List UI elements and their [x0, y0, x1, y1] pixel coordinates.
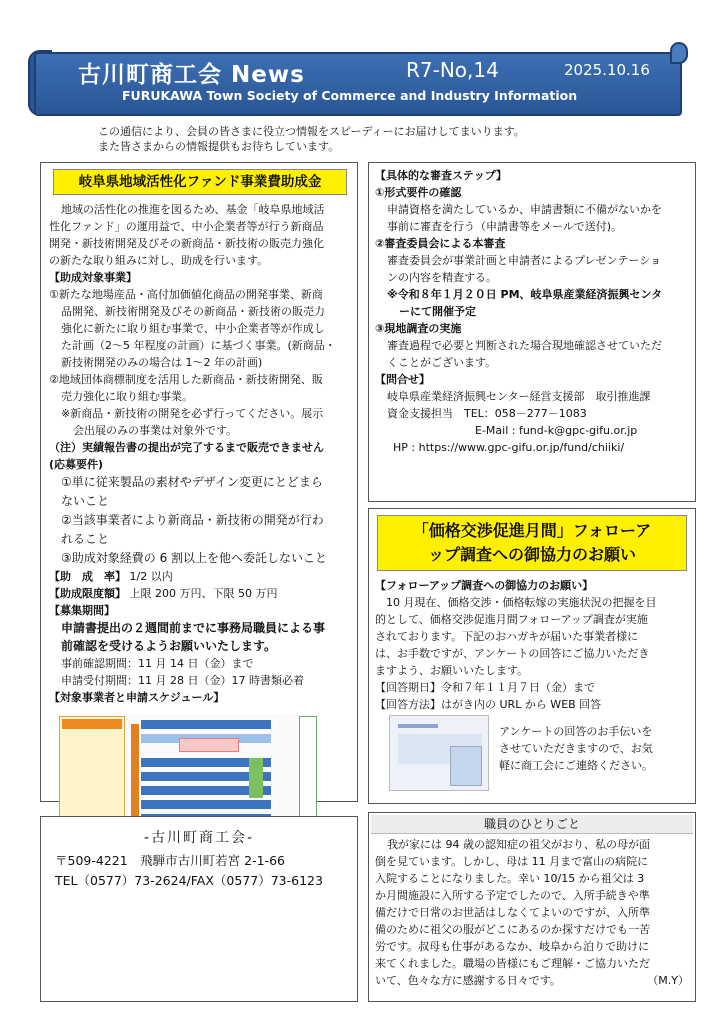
review-step3-heading: ③現地調査の実施: [375, 322, 462, 335]
followup-body: [375, 594, 689, 679]
fund-intro-line: 地域の活性化の推進を図るため、基金「岐阜県地域活: [61, 203, 325, 216]
fund-target-line: 売力強化に取り組む事業。: [61, 390, 193, 403]
staff-essay-line: いて、色々な方に感謝する日々です。: [375, 974, 561, 987]
staff-essay-line: 倒を見ています。しかし、母は 11 月まで富山の病院に: [375, 855, 649, 868]
banner-subtitle: FURUKAWA Town Society of Commerce and Industry Information: [122, 88, 578, 103]
fund-pre-check-period: 事前確認期間：11 月 14 日（金）まで: [61, 657, 254, 670]
fund-req-line: れること: [61, 532, 110, 546]
fund-intro: [49, 201, 351, 269]
banner-date: 2025.10.16: [564, 61, 650, 79]
intro-text: [98, 124, 525, 154]
fund-target-line: 品開発、新技術開発及びその新商品・新技術の販売力: [61, 305, 325, 318]
followup-body-line: 10 月現在、価格交渉・価格転嫁の実施状況の把握を目: [375, 596, 657, 609]
review-step2-heading: ②審査委員会による本審査: [375, 237, 506, 250]
fund-note-line: ※新商品・新技術の開発を必ず行ってください。展示: [61, 407, 324, 420]
staff-essay-signature: （M.Y）: [647, 974, 689, 987]
fund-target-line: ①新たな地場産品・高付加価値化商品の開発事業、新商: [49, 288, 323, 301]
staff-essay-line: 備だけで日常のお世話はしなくてよいのですが、入所準: [375, 906, 650, 919]
organization-phone-fax: TEL（0577）73-2624/FAX（0577）73-6123: [55, 873, 323, 888]
review-step2-note: ※令和８年１月２０日 PM、岐阜県産業経済振興センタ: [387, 288, 663, 301]
followup-help-line: アンケートの回答のお手伝いを: [499, 725, 653, 738]
review-step1-line: 申請資格を満たしているか、申請書類に不備がないかを: [387, 203, 662, 216]
staff-essay-line: 労です。叔母も仕事があるなか、岐阜から泊りで助けに: [375, 940, 650, 953]
review-steps: [368, 162, 696, 502]
contact-email: E-Mail : fund-k@gpc-gifu.or.jp: [475, 424, 638, 437]
staff-essay-line: か月間施設に入所する予定でしたので、入所手続きや準: [375, 889, 650, 902]
banner-title: 古川町商工会 News: [78, 62, 305, 88]
intro-line: また皆さまからの情報提供もお待ちしています。: [98, 140, 340, 153]
staff-essay: [368, 812, 696, 1002]
fund-accept-period: 申請受付期間：11 月 28 日（金）17 時書類必着: [61, 674, 304, 687]
organization-name: -古川町商工会-: [143, 830, 255, 846]
review-step2-line: 審査委員会が事業計画と申請者によるプレゼンテーショ: [387, 254, 662, 267]
fund-intro-line: 開発・新技術開発及びその新商品・新技術の販売力強化: [49, 237, 324, 250]
followup-body-line: されております。下記のおハガキが届いた事業者様に: [375, 630, 639, 643]
followup-body-line: は、お手数ですが、アンケートの回答にご協力いただき: [375, 647, 650, 660]
fund-period-note: [49, 619, 351, 655]
followup-body-line: ますよう、お願いいたします。: [375, 664, 529, 677]
fund-requirements-list: [49, 473, 351, 568]
organization-contact: [40, 816, 358, 1002]
review-step3-line: くことがございます。: [387, 356, 497, 369]
newsletter-banner: [34, 48, 688, 118]
banner-issue-number: R7-No,14: [406, 58, 499, 82]
fund-target-line: 強化に新たに取り組む事業で、中小企業者等が作成し: [61, 322, 325, 335]
review-heading: 【具体的な審査ステップ】: [375, 169, 507, 182]
followup-body-line: 的として、価格交渉促進月間フォローアップ調査が実施: [375, 613, 648, 626]
review-step1-heading: ①形式要件の確認: [375, 186, 462, 199]
fund-intro-line: の新たな取り組みに対し、助成を行います。: [49, 254, 269, 267]
staff-essay-heading: 職員のひとりごと: [371, 815, 693, 834]
followup-title: [377, 515, 687, 571]
followup-title-line: ップ調査への御協力のお願い: [427, 545, 636, 564]
staff-essay-line: 備のために祖父の服がどこにあるのか探すだけでも一苦: [375, 923, 650, 936]
review-step1-line: 事前に審査を行う（申請書等をメールで送付)。: [387, 220, 623, 233]
fund-limit: [49, 585, 351, 602]
fund-rate: [49, 568, 351, 585]
contact-line: 資金支援担当 TEL：058－277－1083: [387, 407, 587, 420]
followup-deadline: 【回答期日】令和７年１１月７日（金）まで: [375, 681, 595, 694]
contact-line: 岐阜県産業経済振興センター経営支援部 取引推進課: [387, 390, 651, 403]
fund-article: [40, 162, 358, 802]
followup-title-line: 「価格交渉促進月間」フォローア: [412, 521, 652, 540]
staff-essay-line: 来てくれました。職場の皆様にもご理解・ご協力いただ: [375, 957, 650, 970]
review-step2-line: ンの内容を精査する。: [387, 271, 497, 284]
fund-period-heading: 【募集期間】: [49, 604, 115, 617]
fund-req-line: ③助成対象経費の 6 割以上を他へ委託しないこと: [61, 551, 328, 565]
staff-essay-line: 入院することになりました。幸い 10/15 から祖父は 3: [375, 872, 645, 885]
staff-essay-last-line: [375, 972, 689, 989]
fund-target-heading: 【助成対象事業】: [49, 271, 137, 284]
followup-help-note: [499, 723, 689, 774]
diagram-review-committee: [179, 738, 239, 752]
fund-req-line: ②当該事業者により新商品・新技術の開発が行わ: [61, 513, 324, 527]
fund-limit-label: 【助成限度額】: [49, 587, 126, 600]
diagram-step-bar: [141, 800, 271, 809]
followup-help-line: 軽に商工会にご連絡ください。: [499, 759, 653, 772]
fund-req-line: ①単に従来製品の素材やデザイン変更にとどまら: [61, 475, 323, 489]
followup-subheading: 【フォローアップ調査への御協力のお願い】: [375, 579, 594, 592]
banner-scroll-curl: [670, 42, 688, 64]
fund-target-line: 新技術開発のみの場合は 1～2 年の計画): [61, 356, 263, 369]
fund-note-line: 会出展のみの事業は対象外です。: [73, 424, 238, 437]
fund-target-line: ②地域団体商標制度を活用した新商品・新技術開発、販: [49, 373, 323, 386]
followup-survey-article: [368, 508, 696, 804]
fund-rate-label: 【助 成 率】: [49, 570, 126, 583]
contact-heading: 【問合せ】: [375, 373, 430, 386]
fund-target-list: [49, 286, 351, 439]
fund-target-line: た計画（2～5 年程度の計画）に基づく事業。(新商品・: [61, 339, 336, 352]
review-step3-line: 審査過程で必要と判断された場合現地確認させていただ: [387, 339, 662, 352]
followup-method: 【回答方法】はがき内の URL から WEB 回答: [375, 698, 602, 711]
survey-postcard-image: [389, 715, 489, 791]
fund-requirements-heading: (応募要件): [49, 458, 104, 471]
fund-rate-value: 1/2 以内: [129, 570, 173, 583]
diagram-project-period: [249, 758, 263, 798]
fund-period-line: 申請書提出の２週間前までに事務局職員による事: [61, 621, 326, 635]
fund-intro-line: 性化ファンド」の運用益で、中小企業者等が行う新商品: [49, 220, 324, 233]
fund-schedule-heading: 【対象事業者と申請スケジュール】: [49, 691, 225, 704]
fund-req-line: ないこと: [61, 494, 110, 508]
fund-period-line: 前確認を受けるようお願いいたします。: [61, 639, 277, 653]
fund-warning: （注）実績報告書の提出が完了するまで販売できません: [49, 441, 324, 454]
review-step2-note: ーにて開催予定: [399, 305, 476, 318]
organization-address: 〒509-4221 飛騨市古川町若宮 2-1-66: [55, 853, 285, 868]
fund-limit-value: 上限 200 万円、下限 50 万円: [129, 587, 278, 600]
intro-line: この通信により、会員の皆さまに役立つ情報をスピーディーにお届けしてまいります。: [98, 125, 525, 138]
diagram-step-bar: [141, 720, 271, 729]
staff-essay-line: 我が家には 94 歳の認知症の祖父がおり、私の母が面: [387, 838, 650, 851]
contact-website: HP : https://www.gpc-gifu.or.jp/fund/chiiki/: [393, 441, 625, 454]
fund-title: 岐阜県地域活性化ファンド事業費助成金: [53, 169, 347, 195]
followup-help-line: させていただきますので、お気: [499, 742, 653, 755]
